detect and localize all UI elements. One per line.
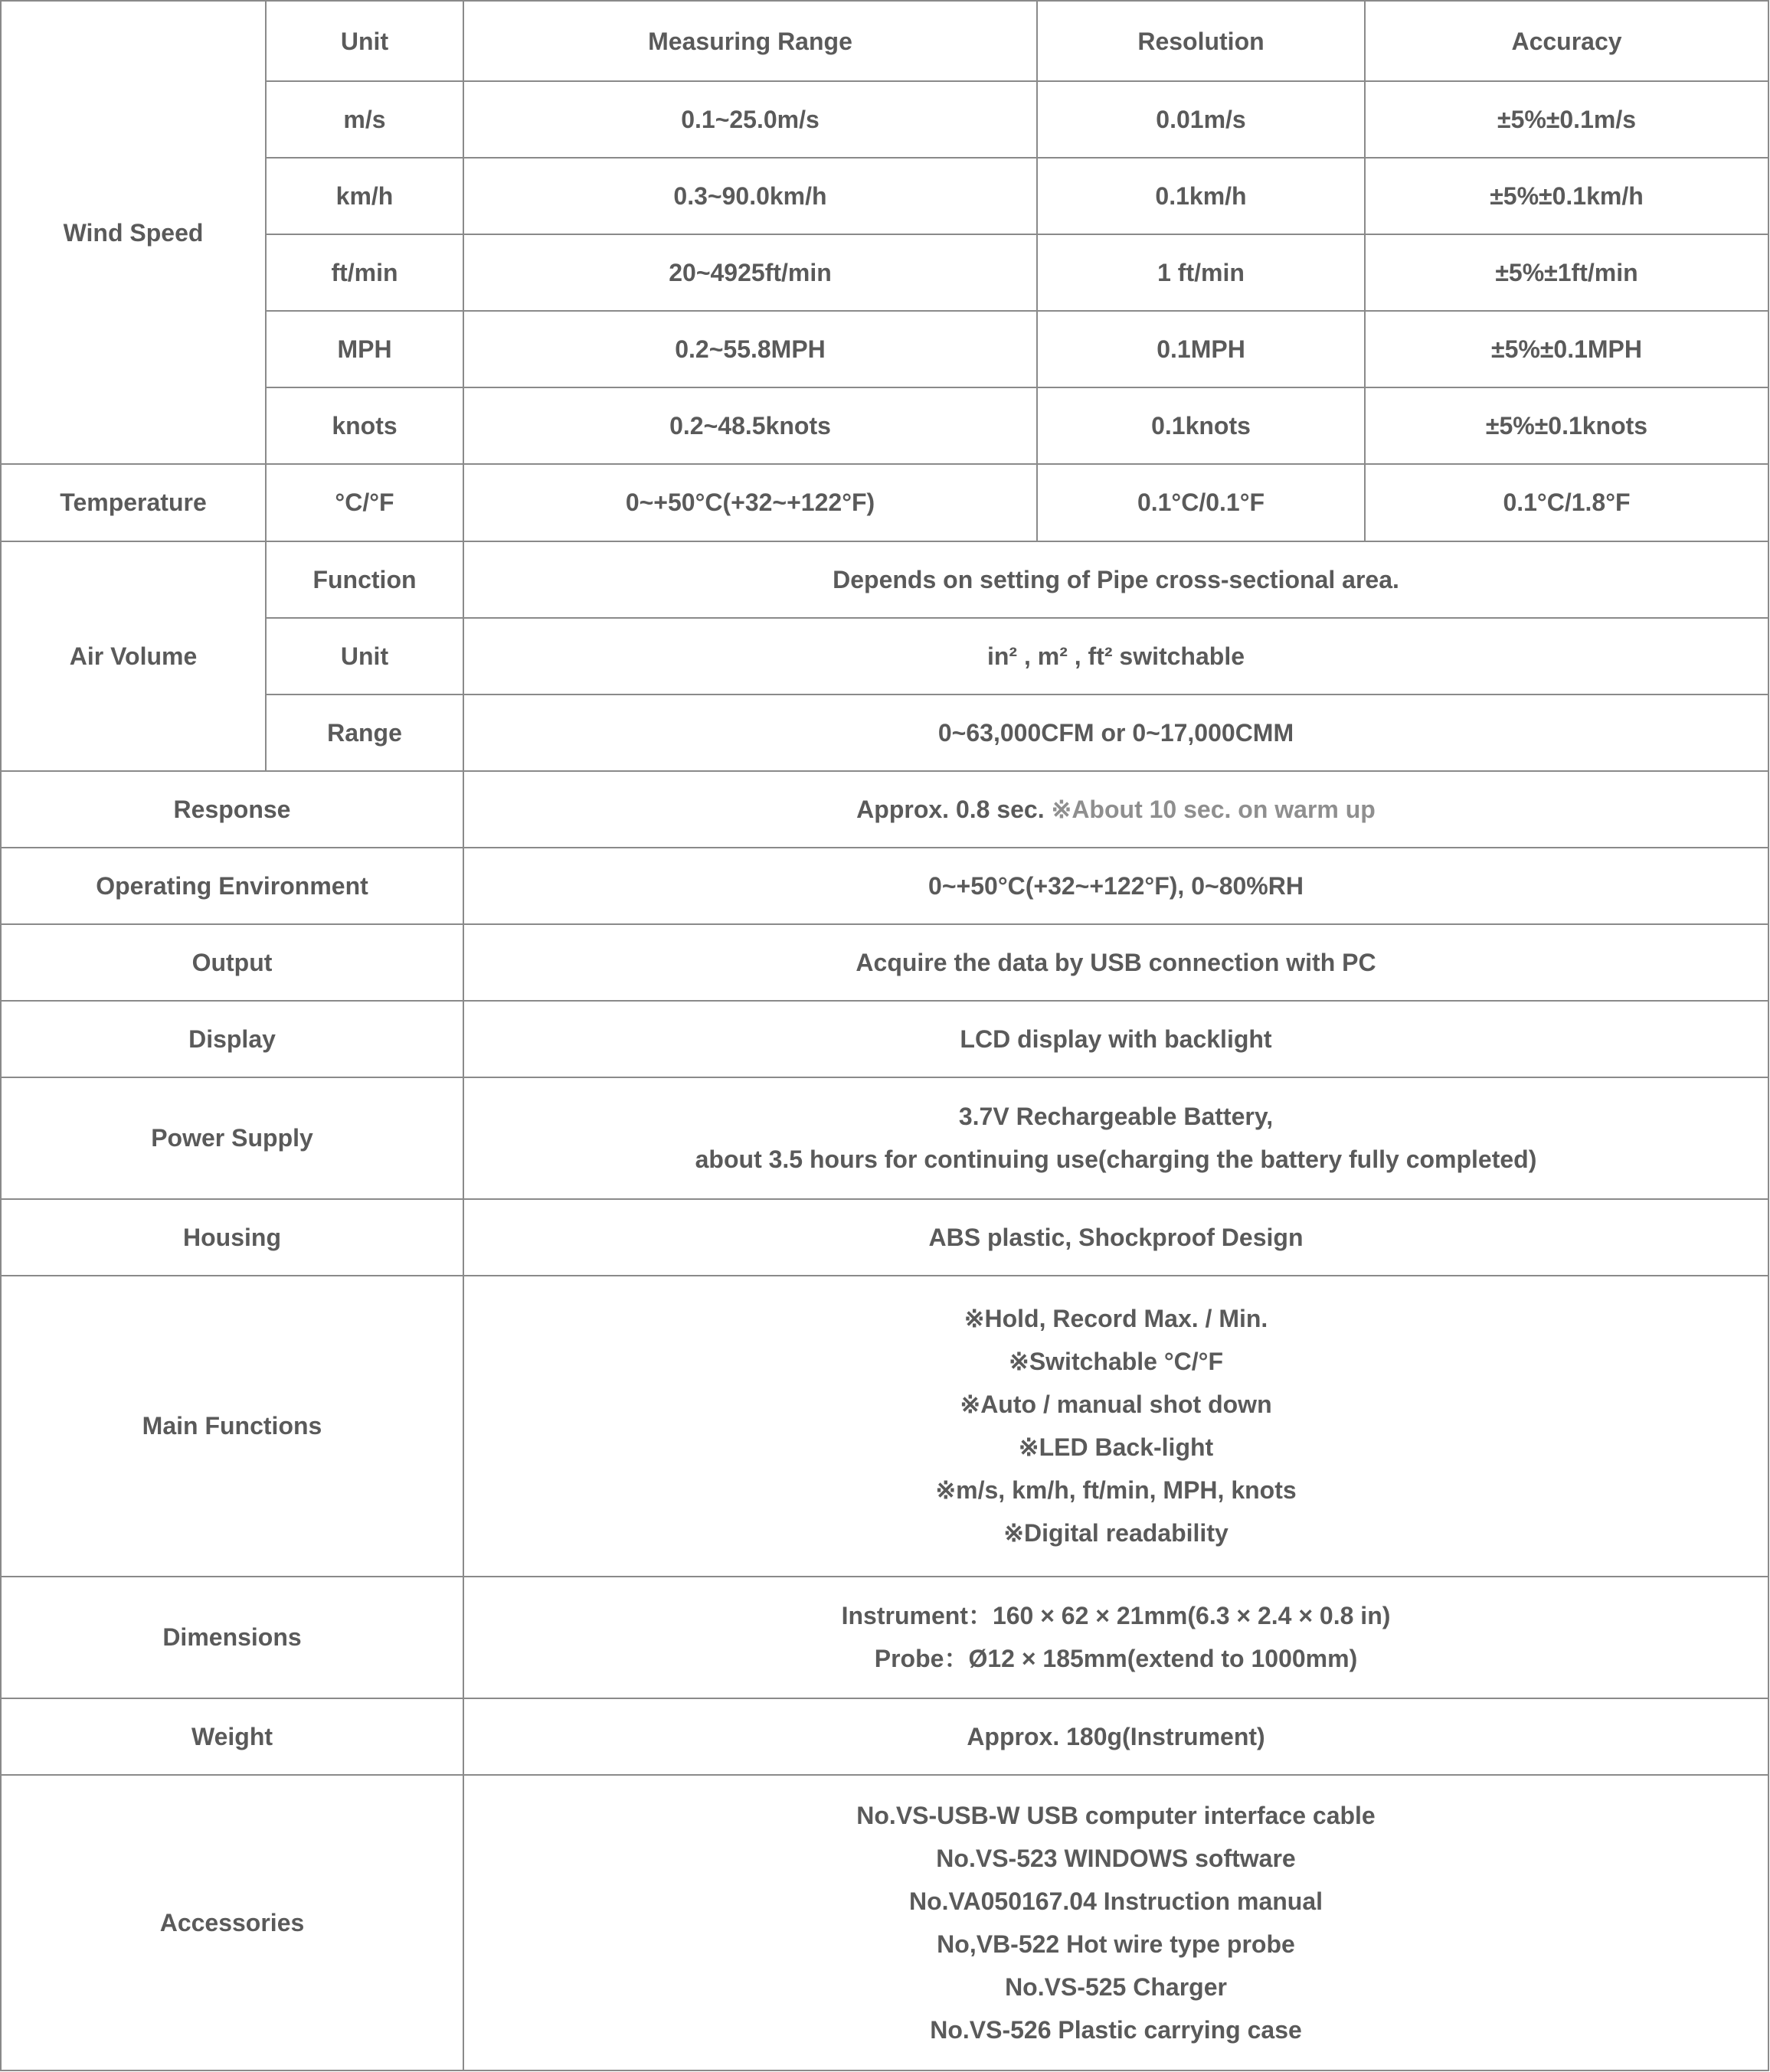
output-row [1,924,1768,1001]
display-label: Display [1,1001,463,1077]
accessories-row [1,1775,1768,2070]
header-resolution: Resolution [1037,1,1365,81]
operating-environment-label: Operating Environment [1,848,463,924]
range-cell: 0~+50°C(+32~+122°F) [463,464,1037,541]
dimensions-label: Dimensions [1,1577,463,1698]
unit-cell: MPH [266,311,463,387]
display-value: LCD display with backlight [463,1001,1768,1077]
unit-cell: m/s [266,81,463,158]
main-function-item: ※LED Back-light [1018,1433,1214,1462]
wind-speed-row-kmh [1,158,1768,234]
power-supply-line: 3.7V Rechargeable Battery, [958,1103,1274,1131]
resolution-cell: 0.01m/s [1037,81,1365,158]
air-volume-key: Unit [266,618,463,694]
response-value: Approx. 0.8 sec. [856,795,1045,823]
accessory-item: No,VB-522 Hot wire type probe [937,1930,1295,1958]
housing-label: Housing [1,1199,463,1276]
response-note: ※About 10 sec. on warm up [1051,795,1376,823]
main-function-item: ※Switchable °C/°F [1009,1348,1223,1376]
main-function-item: ※m/s, km/h, ft/min, MPH, knots [935,1476,1297,1505]
header-unit: Unit [266,1,463,81]
accessory-item: No.VS-526 Plastic carrying case [930,2015,1302,2044]
accessory-item: No.VS-523 WINDOWS software [936,1844,1296,1872]
output-value: Acquire the data by USB connection with PC [463,924,1768,1001]
main-function-item: ※Hold, Record Max. / Min. [964,1305,1268,1333]
operating-environment-row [1,848,1768,924]
air-volume-row-unit [1,618,1768,694]
housing-row [1,1199,1768,1276]
accessory-item: No.VA050167.04 Instruction manual [908,1887,1323,1915]
weight-label: Weight [1,1698,463,1775]
dimensions-line: Probe：Ø12 × 185mm(extend to 1000mm) [874,1645,1358,1673]
air-volume-row-range [1,694,1768,771]
accuracy-cell: ±5%±0.1MPH [1365,311,1768,387]
wind-speed-row-mph [1,311,1768,387]
accuracy-cell: ±5%±0.1km/h [1365,158,1768,234]
unit-cell: knots [266,387,463,464]
power-supply-line: about 3.5 hours for continuing use(charging the battery fully completed) [695,1145,1537,1174]
accessories-value [463,1775,1768,2070]
air-volume-row-function [1,541,1768,618]
accuracy-cell: ±5%±0.1knots [1365,387,1768,464]
main-functions-value [463,1276,1768,1577]
weight-row [1,1698,1768,1775]
unit-cell: °C/°F [266,464,463,541]
response-row [1,771,1768,848]
resolution-cell: 0.1km/h [1037,158,1365,234]
wind-speed-label: Wind Speed [1,1,266,464]
resolution-cell: 1 ft/min [1037,234,1365,311]
unit-cell: km/h [266,158,463,234]
main-functions-label: Main Functions [1,1276,463,1577]
wind-speed-header-row [1,1,1768,81]
wind-speed-row-ms [1,81,1768,158]
range-cell: 0.2~48.5knots [463,387,1037,464]
response-label: Response [1,771,463,848]
resolution-cell: 0.1knots [1037,387,1365,464]
output-label: Output [1,924,463,1001]
wind-speed-row-knots [1,387,1768,464]
air-volume-value: 0~63,000CFM or 0~17,000CMM [463,694,1768,771]
operating-environment-value: 0~+50°C(+32~+122°F), 0~80%RH [463,848,1768,924]
dimensions-row [1,1577,1768,1698]
header-measuring-range: Measuring Range [463,1,1037,81]
resolution-cell: 0.1°C/0.1°F [1037,464,1365,541]
accessory-item: No.VS-USB-W USB computer interface cable [856,1801,1376,1829]
range-cell: 0.3~90.0km/h [463,158,1037,234]
main-function-item: ※Auto / manual shot down [960,1391,1272,1419]
main-functions-row [1,1276,1768,1577]
power-supply-value [463,1077,1768,1199]
power-supply-label: Power Supply [1,1077,463,1199]
accessories-label: Accessories [1,1775,463,2070]
air-volume-value: Depends on setting of Pipe cross-sectional area. [463,541,1768,618]
temperature-row [1,464,1768,541]
dimensions-line: Instrument：160 × 62 × 21mm(6.3 × 2.4 × 0.8 in) [841,1602,1391,1630]
dimensions-value [463,1577,1768,1698]
resolution-cell: 0.1MPH [1037,311,1365,387]
power-supply-row [1,1077,1768,1199]
display-row [1,1001,1768,1077]
range-cell: 0.1~25.0m/s [463,81,1037,158]
air-volume-label: Air Volume [1,541,266,771]
accuracy-cell: ±5%±0.1m/s [1365,81,1768,158]
response-value-cell [463,771,1768,848]
air-volume-key: Function [266,541,463,618]
accessory-item: No.VS-525 Charger [1005,1972,1227,2001]
air-volume-value: in² , m² , ft² switchable [463,618,1768,694]
accuracy-cell: 0.1°C/1.8°F [1365,464,1768,541]
range-cell: 20~4925ft/min [463,234,1037,311]
accuracy-cell: ±5%±1ft/min [1365,234,1768,311]
weight-value: Approx. 180g(Instrument) [463,1698,1768,1775]
air-volume-key: Range [266,694,463,771]
header-accuracy: Accuracy [1365,1,1768,81]
housing-value: ABS plastic, Shockproof Design [463,1199,1768,1276]
wind-speed-row-ftmin [1,234,1768,311]
unit-cell: ft/min [266,234,463,311]
main-function-item: ※Digital readability [1003,1519,1229,1547]
temperature-label: Temperature [1,464,266,541]
range-cell: 0.2~55.8MPH [463,311,1037,387]
